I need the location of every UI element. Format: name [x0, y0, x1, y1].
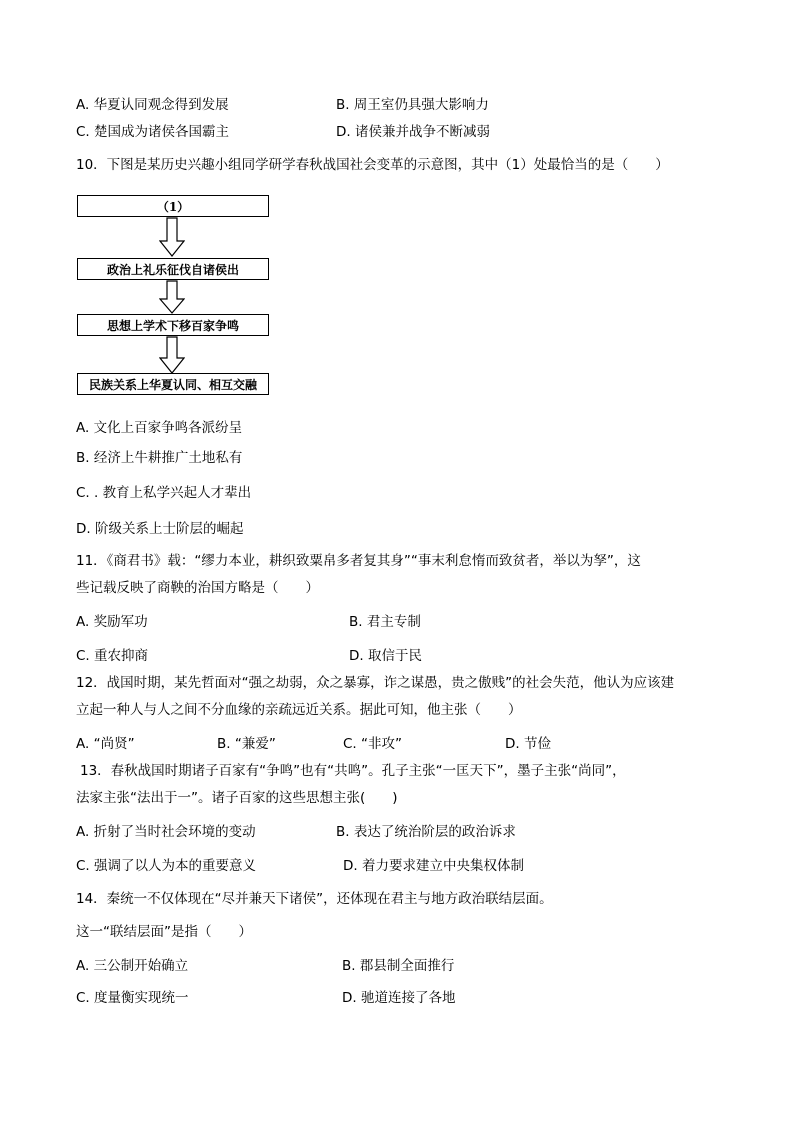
diagram-box-2: 政治上礼乐征伐自诸侯出 [77, 258, 269, 280]
q13-stem-line2: 法家主张“法出于一”。诸子百家的这些思想主张( ) [76, 790, 398, 806]
q11-option-b: B. 君主专制 [349, 614, 421, 630]
q12-option-b: B. “兼爱” [217, 736, 276, 752]
down-arrow-icon [159, 280, 185, 314]
q13-option-b: B. 表达了统治阶层的政治诉求 [336, 824, 516, 840]
diagram-box-4: 民族关系上华夏认同、相互交融 [77, 373, 269, 395]
q9-option-c: C. 楚国成为诸侯各国霸主 [76, 124, 230, 140]
diagram-box-1: （1） [77, 195, 269, 217]
down-arrow-icon [159, 336, 185, 374]
q13-option-a: A. 折射了当时社会环境的变动 [76, 824, 256, 840]
q14-stem-line1: 14．秦统一不仅体现在“尽并兼天下诸侯”，还体现在君主与地方政治联结层面。 [76, 891, 553, 907]
q14-option-d: D. 驰道连接了各地 [342, 990, 456, 1006]
q12-option-a: A. “尚贤” [76, 736, 135, 752]
q9-option-b: B. 周王室仍具强大影响力 [336, 97, 489, 113]
q12-stem-line2: 立起一种人与人之间不分血缘的亲疏远近关系。据此可知，他主张（ ） [76, 702, 522, 718]
q11-option-c: C. 重农抑商 [76, 648, 149, 664]
q11-option-d: D. 取信于民 [349, 648, 422, 664]
q12-option-c: C. “非攻” [343, 736, 402, 752]
q10-option-b: B. 经济上牛耕推广土地私有 [76, 450, 243, 466]
q9-option-a: A. 华夏认同观念得到发展 [76, 97, 229, 113]
q11-stem-line1: 11．《商君书》载：“缪力本业，耕织致粟帛多者复其身”“事末利怠惰而致贫者，举以为孥”，这 [76, 553, 641, 569]
q9-option-d: D. 诸侯兼并战争不断减弱 [336, 124, 490, 140]
q11-option-a: A. 奖励军功 [76, 614, 148, 630]
down-arrow-icon [159, 217, 185, 257]
q13-option-d: D. 着力要求建立中央集权体制 [343, 858, 524, 874]
q14-option-b: B. 郡县制全面推行 [342, 958, 455, 974]
q14-stem-line2: 这一“联结层面”是指（ ） [76, 924, 252, 940]
diagram-box-3: 思想上学术下移百家争鸣 [77, 314, 269, 336]
q14-option-c: C. 度量衡实现统一 [76, 990, 189, 1006]
q12-stem-line1: 12．战国时期，某先哲面对“强之劫弱，众之暴寡，诈之谋愚，贵之傲贱”的社会失范，他认为应该建 [76, 675, 675, 691]
q10-option-c: C. . 教育上私学兴起人才辈出 [76, 485, 252, 501]
q10-stem: 10．下图是某历史兴趣小组同学研学春秋战国社会变革的示意图，其中（1）处最恰当的是（ ） [76, 157, 669, 173]
q13-option-c: C. 强调了以人为本的重要意义 [76, 858, 257, 874]
q12-option-d: D. 节俭 [505, 736, 551, 752]
q11-stem-line2: 些记载反映了商鞅的治国方略是（ ） [76, 580, 319, 596]
q13-stem-line1: 13．春秋战国时期诸子百家有“争鸣”也有“共鸣”。孔子主张“一匡天下”，墨子主张“尚同”， [80, 763, 626, 779]
q10-option-d: D. 阶级关系上士阶层的崛起 [76, 521, 244, 537]
q10-option-a: A. 文化上百家争鸣各派纷呈 [76, 420, 243, 436]
q14-option-a: A. 三公制开始确立 [76, 958, 189, 974]
